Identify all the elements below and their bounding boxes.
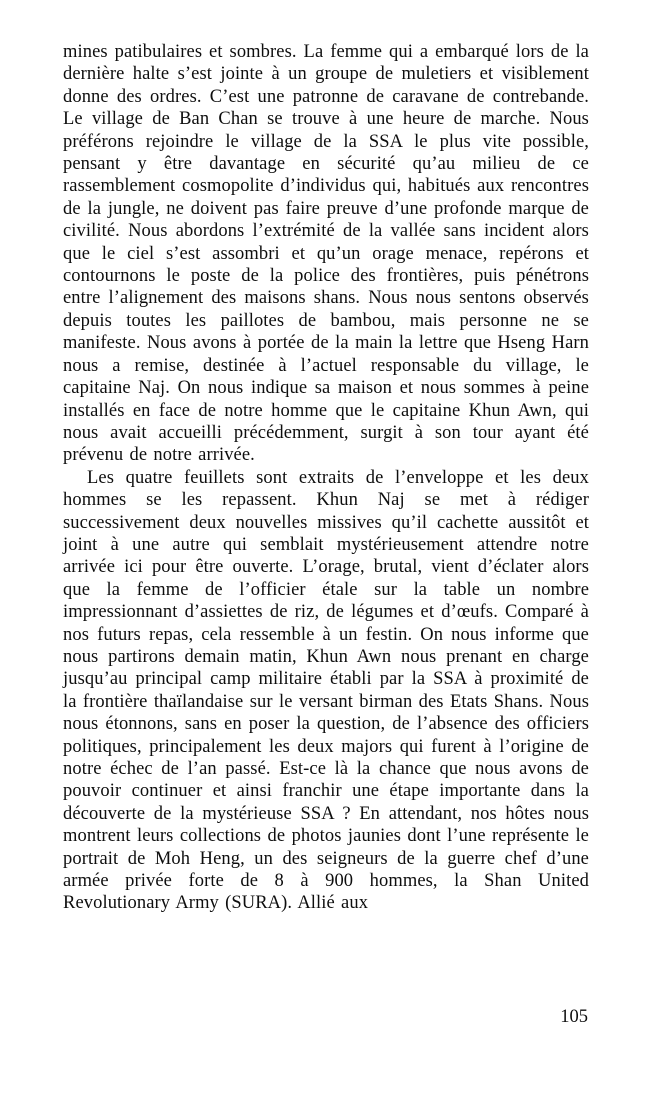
paragraph-1: mines patibulaires et sombres. La femme qui a embarqué lors de la dernière halte s’est jointe à un groupe de muletiers et visiblement donne des ordres. C’est une patronne de caravane de contrebande. Le village de Ban Chan se trouve à une heure de marche. Nous préférons rejoindre le village de la SSA le plus vite possible, pensant y être davantage en sécurité qu’au milieu de ce rassemblement cosmopolite d’individus qui, habitués aux rencontres de la jungle, ne doivent pas faire preuve d’une profonde marque de civilité. Nous abordons l’extrémité de la vallée sans incident alors que le ciel s’est assombri et qu’un orage menace, repérons et contournons le poste de la police des frontières, puis pénétrons entre l’alignement des maisons shans. Nous nous sentons observés depuis toutes les paillotes de bambou, mais personne ne se manifeste. Nous avons à portée de la main la lettre que Hseng Harn nous a remise, destinée à l’actuel responsable du village, le capitaine Naj. On nous indique sa maison et nous sommes à peine installés en face de notre homme que le capitaine Khun Awn, qui nous avait accueilli précédemment, surgit à son tour ayant été prévenu de notre arrivée. [63,42,589,466]
text-block [63,41,589,915]
page-number: 105 [560,1007,588,1027]
paragraph-2: Les quatre feuillets sont extraits de l’enveloppe et les deux hommes se les repassent. Khun Naj se met à rédiger successivement deux nouvelles missives qu’il cachette aussitôt et joint à une autre qui semblait mystérieusement attendre notre arrivée ici pour être ouverte. L’orage, brutal, vient d’éclater alors que la femme de l’officier étale sur la table un nombre impressionnant d’assiettes de riz, de légumes et d’œufs. Comparé à nos futurs repas, cela ressemble à un festin. On nous informe que nous partirons demain matin, Khun Awn nous prenant en charge jusqu’au principal camp militaire établi par la SSA à proximité de la frontière thaïlandaise sur le versant birman des Etats Shans. Nous nous étonnons, sans en poser la question, de l’absence des officiers politiques, principalement les deux majors qui furent à l’origine de notre échec de l’an passé. Est-ce là la chance que nous avons de pouvoir continuer et ainsi franchir une étape importante dans la découverte de la mystérieuse SSA ? En attendant, nos hôtes nous montrent leurs collections de photos jaunies dont l’une représente le portrait de Moh Heng, un des seigneurs de la guerre chef d’une armée privée forte de 8 à 900 hommes, la Shan United Revolutionary Army (SURA). Allié aux [63,467,589,914]
